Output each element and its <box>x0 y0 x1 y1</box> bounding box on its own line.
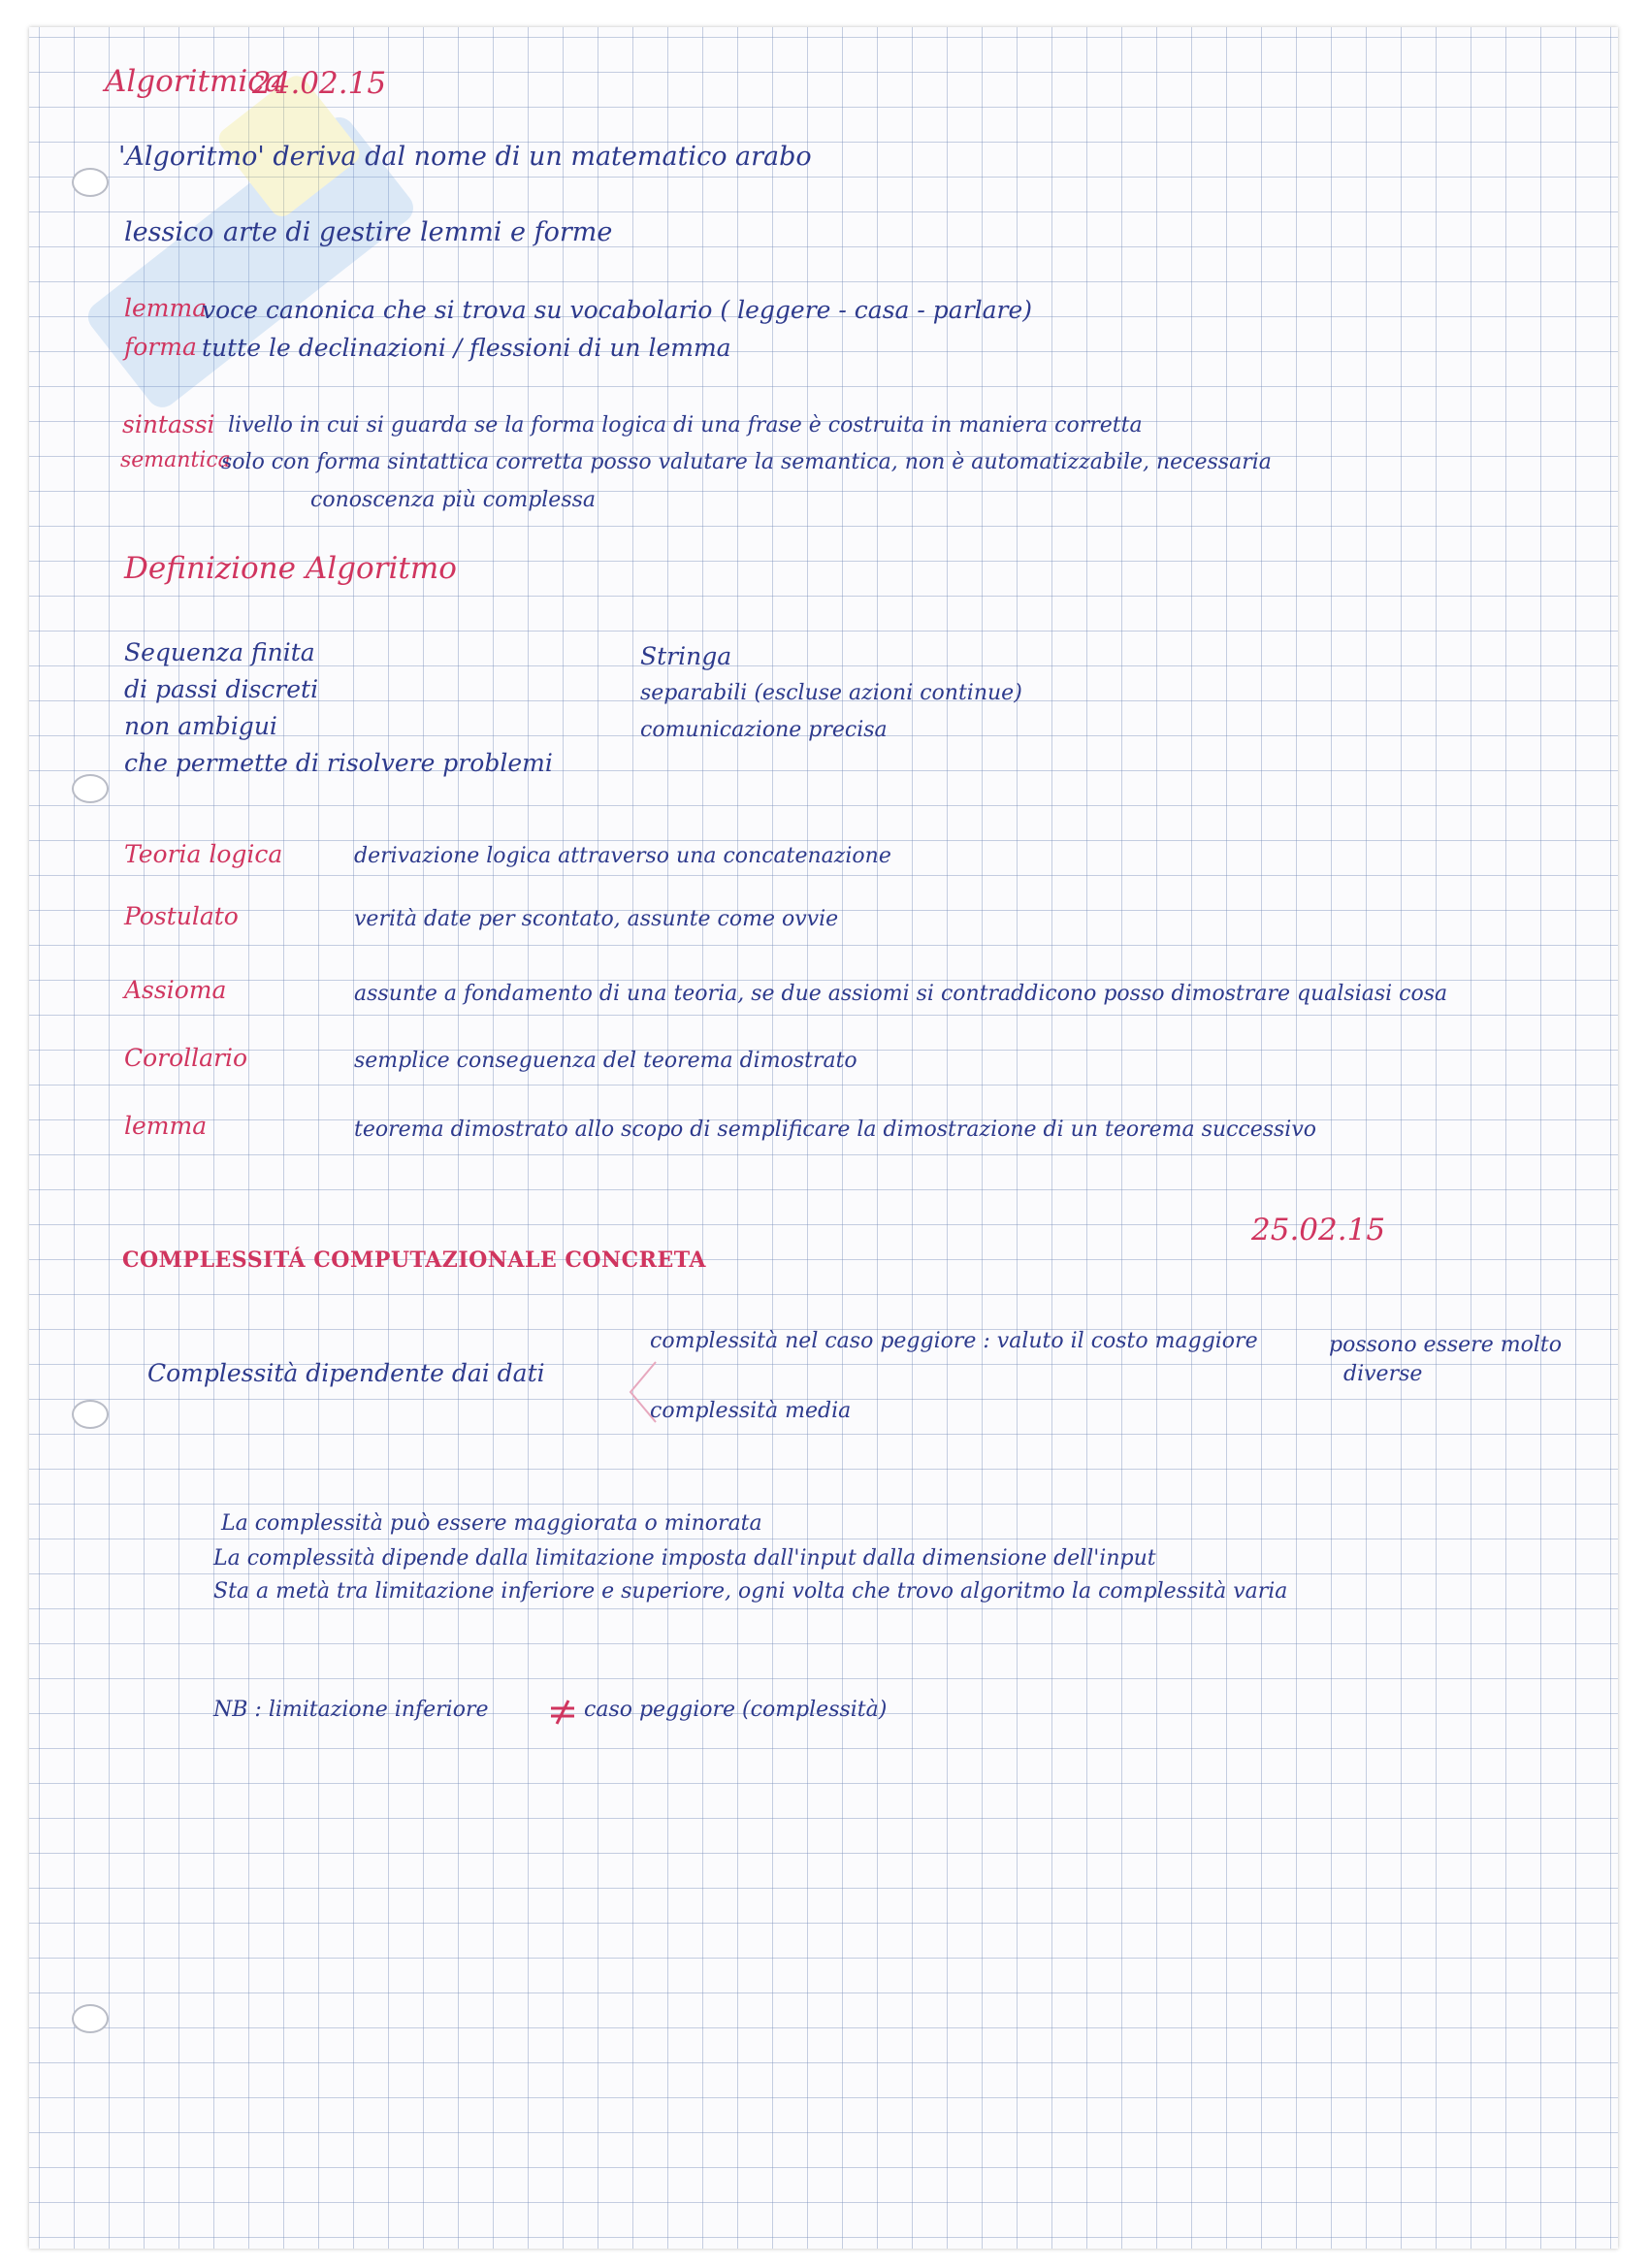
definition-semantica: solo con forma sintattica corretta posso valutare la semantica, non è automatizzabile, necessaria <box>221 450 1272 474</box>
definition-postulato: verità date per scontato, assunte come ovvie <box>354 907 839 931</box>
term-sintassi: sintassi <box>122 410 215 438</box>
binder-hole <box>72 1400 109 1429</box>
term-teoria-logica: Teoria logica <box>124 840 283 868</box>
term-postulato: Postulato <box>124 902 239 930</box>
note-possono: possono essere molto <box>1329 1333 1562 1357</box>
complexity-data-dependent: Complessità dipendente dai dati <box>147 1359 545 1387</box>
definition-semantica-cont: conoscenza più complessa <box>310 488 597 512</box>
notebook-page <box>29 27 1618 2249</box>
complexity-average: complessità media <box>650 1399 852 1423</box>
algo-left-4: che permette di risolvere problemi <box>124 749 553 777</box>
definition-forma: tutte le declinazioni / flessioni di un lemma <box>202 334 731 362</box>
definition-lemma: voce canonica che si trova su vocabolario ( leggere - casa - parlare) <box>202 296 1033 324</box>
complexity-line-3: Sta a metà tra limitazione inferiore e superiore, ogni volta che trovo algoritmo la complessità varia <box>213 1579 1288 1604</box>
algo-left-2: di passi discreti <box>124 675 319 703</box>
algo-right-1: Stringa <box>640 642 732 670</box>
term-lemma-2: lemma <box>124 1112 208 1140</box>
complexity-line-1: La complessità può essere maggiorata o minorata <box>221 1511 762 1536</box>
term-forma: forma <box>124 333 197 361</box>
page-title: Algoritmica <box>105 64 283 99</box>
algo-right-3: comunicazione precisa <box>640 718 888 742</box>
definition-sintassi: livello in cui si guarda se la forma logica di una frase è costruita in maniera corretta <box>228 413 1143 437</box>
binder-hole <box>72 2004 109 2033</box>
date-label: 24.02.15 <box>252 66 387 101</box>
nb-suffix: caso peggiore (complessità) <box>584 1698 888 1722</box>
binder-hole <box>72 168 109 197</box>
algo-right-2: separabili (escluse azioni continue) <box>640 681 1022 705</box>
lessico-term: lessico <box>124 217 214 247</box>
complexity-worst-case: complessità nel caso peggiore : valuto il costo maggiore <box>650 1329 1258 1353</box>
definition-assioma: assunte a fondamento di una teoria, se due assiomi si contraddicono posso dimostrare qualsiasi cosa <box>354 982 1448 1006</box>
complexity-line-2: La complessità dipende dalla limitazione imposta dall'input dalla dimensione dell'input <box>213 1546 1156 1571</box>
binder-hole <box>72 774 109 803</box>
not-equal-sign <box>548 1698 577 1727</box>
algo-left-3: non ambigui <box>124 712 277 740</box>
term-semantica: semantica <box>120 448 231 472</box>
term-corollario: Corollario <box>124 1044 248 1072</box>
section-heading-complessita: COMPLESSITÁ COMPUTAZIONALE CONCRETA <box>122 1247 706 1273</box>
note-diverse: diverse <box>1343 1362 1423 1386</box>
definition-lemma-2: teorema dimostrato allo scopo di semplificare la dimostrazione di un teorema successivo <box>354 1118 1317 1142</box>
nb-prefix: NB : limitazione inferiore <box>213 1698 489 1722</box>
lessico-definition: arte di gestire lemmi e forme <box>223 217 613 247</box>
term-lemma: lemma <box>124 294 208 322</box>
algo-left-1: Sequenza finita <box>124 638 315 666</box>
definition-teoria-logica: derivazione logica attraverso una concatenazione <box>354 844 891 868</box>
date-label-2: 25.02.15 <box>1251 1213 1386 1247</box>
definition-corollario: semplice conseguenza del teorema dimostrato <box>354 1049 857 1073</box>
term-assioma: Assioma <box>124 976 227 1004</box>
section-heading-definizione: Definizione Algoritmo <box>124 551 457 586</box>
intro-line: 'Algoritmo' deriva dal nome di un matematico arabo <box>118 142 812 172</box>
